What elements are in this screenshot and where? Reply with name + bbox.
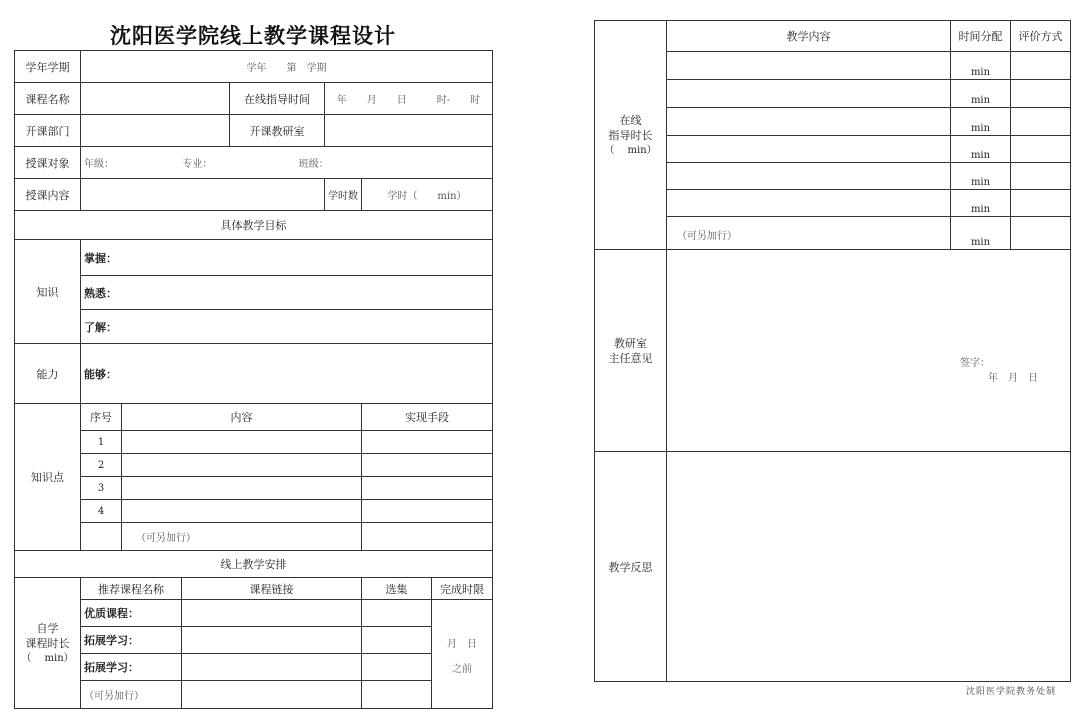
self-study-extra-select[interactable] xyxy=(362,681,432,709)
online-header: 线上教学安排 xyxy=(15,551,493,578)
online-guide-label-line3: （ min） xyxy=(604,144,657,156)
self-study-extra-link[interactable] xyxy=(182,681,362,709)
self-study-label-line3: （ min） xyxy=(21,652,74,664)
ability-row xyxy=(15,344,493,404)
self-study-row-link[interactable] xyxy=(182,600,362,627)
points-extra-no xyxy=(81,523,122,551)
guide-row-minutes[interactable]: min xyxy=(951,80,1011,108)
guide-extra-minutes[interactable]: min xyxy=(951,217,1011,250)
dept-label: 开课部门 xyxy=(15,115,81,147)
goals-header-row xyxy=(15,211,493,240)
self-study-extra-row xyxy=(15,681,493,709)
guide-row-content[interactable] xyxy=(667,190,951,217)
dept-field[interactable] xyxy=(81,115,230,147)
self-study-row-link[interactable] xyxy=(182,654,362,681)
col-course-link: 课程链接 xyxy=(182,578,362,600)
footer-issuer: 沈阳医学院教务处制 xyxy=(966,687,1057,697)
guide-row-minutes[interactable]: min xyxy=(951,190,1011,217)
guide-row-content[interactable] xyxy=(667,80,951,108)
points-row xyxy=(15,454,493,477)
self-study-row xyxy=(15,627,493,654)
guide-row xyxy=(595,136,1071,163)
director-label xyxy=(595,250,667,452)
guide-row-content[interactable] xyxy=(667,52,951,80)
target-field[interactable] xyxy=(81,147,493,179)
reflection-label: 教学反思 xyxy=(595,452,667,682)
points-row xyxy=(15,500,493,523)
guide-header-row xyxy=(595,21,1071,52)
understand-field[interactable] xyxy=(81,310,493,344)
online-header-row xyxy=(15,551,493,578)
points-row-content[interactable] xyxy=(122,454,362,477)
col-deadline: 完成时限 xyxy=(432,578,493,600)
office-field[interactable] xyxy=(325,115,493,147)
reflection-row xyxy=(595,452,1071,682)
knowledge-familiar-row xyxy=(15,276,493,310)
ability-field[interactable] xyxy=(81,344,493,404)
col-teaching-content: 教学内容 xyxy=(667,21,951,52)
deadline-line1: 月 日 xyxy=(447,639,477,650)
guide-row-minutes[interactable]: min xyxy=(951,52,1011,80)
points-row-method[interactable] xyxy=(362,500,493,523)
content-row xyxy=(15,179,493,211)
guide-row-content[interactable] xyxy=(667,163,951,190)
master-label: 掌握： xyxy=(84,251,117,265)
points-label: 知识点 xyxy=(15,404,81,551)
self-study-row-select[interactable] xyxy=(362,600,432,627)
guide-row xyxy=(595,108,1071,136)
self-study-row xyxy=(15,600,493,627)
course-design-table-right xyxy=(594,20,1071,682)
guide-row xyxy=(595,52,1071,80)
guide-row-eval[interactable] xyxy=(1011,52,1071,80)
familiar-label: 熟悉： xyxy=(84,286,117,300)
document-title: 沈阳医学院线上教学课程设计 xyxy=(110,24,396,48)
hours-value[interactable]: 学时（ min） xyxy=(362,179,493,211)
self-study-row-select[interactable] xyxy=(362,654,432,681)
term-label: 学年学期 xyxy=(15,51,81,83)
guide-row-eval[interactable] xyxy=(1011,108,1071,136)
points-col-method: 实现手段 xyxy=(362,404,493,431)
office-label: 开课教研室 xyxy=(230,115,325,147)
ability-label: 能力 xyxy=(15,344,81,404)
content-label: 授课内容 xyxy=(15,179,81,211)
online-guide-label-line1: 在线 xyxy=(619,113,642,127)
self-study-label-line2: 课程时长 xyxy=(25,636,70,650)
major-label: 专业： xyxy=(182,159,213,170)
director-label-line1: 教研室 xyxy=(614,336,647,350)
self-study-row-link[interactable] xyxy=(182,627,362,654)
col-recommended-course: 推荐课程名称 xyxy=(81,578,182,600)
target-row xyxy=(15,147,493,179)
points-row-method[interactable] xyxy=(362,454,493,477)
term-row xyxy=(15,51,493,83)
hours-label: 学时数 xyxy=(325,179,362,211)
online-guide-label-line2: 指导时长 xyxy=(608,128,653,142)
points-row-content[interactable] xyxy=(122,431,362,454)
online-guide-label xyxy=(595,21,667,250)
points-row-no: 3 xyxy=(81,477,122,500)
goals-header: 具体教学目标 xyxy=(15,211,493,240)
guide-row-content[interactable] xyxy=(667,136,951,163)
deadline-cell[interactable] xyxy=(432,600,493,709)
director-row xyxy=(595,250,1071,452)
grade-label: 年级： xyxy=(84,159,114,170)
familiar-field[interactable] xyxy=(81,276,493,310)
deadline-line2: 之前 xyxy=(452,664,472,675)
dept-row xyxy=(15,115,493,147)
guide-row xyxy=(595,163,1071,190)
guide-row-minutes[interactable]: min xyxy=(951,163,1011,190)
points-row-content[interactable] xyxy=(122,500,362,523)
guide-time-label: 在线指导时间 xyxy=(230,83,325,115)
course-name-label: 课程名称 xyxy=(15,83,81,115)
knowledge-master-row xyxy=(15,240,493,276)
points-col-no: 序号 xyxy=(81,404,122,431)
self-study-row-label: 拓展学习： xyxy=(81,627,182,654)
self-study-row-select[interactable] xyxy=(362,627,432,654)
points-row-method[interactable] xyxy=(362,431,493,454)
term-value[interactable]: 学年 第 学期 xyxy=(81,51,493,83)
knowledge-understand-row xyxy=(15,310,493,344)
master-field[interactable] xyxy=(81,240,493,276)
points-row-no: 1 xyxy=(81,431,122,454)
director-date: 年 月 日 xyxy=(988,373,1038,384)
guide-row-minutes[interactable]: min xyxy=(951,136,1011,163)
points-row-no: 2 xyxy=(81,454,122,477)
guide-row-eval[interactable] xyxy=(1011,190,1071,217)
col-select: 选集 xyxy=(362,578,432,600)
col-evaluation: 评价方式 xyxy=(1011,21,1071,52)
points-row-method[interactable] xyxy=(362,477,493,500)
guide-row-eval[interactable] xyxy=(1011,163,1071,190)
col-time-allocation: 时间分配 xyxy=(951,21,1011,52)
course-name-field[interactable] xyxy=(81,83,230,115)
knowledge-label: 知识 xyxy=(15,240,81,344)
guide-row-eval[interactable] xyxy=(1011,80,1071,108)
content-field[interactable] xyxy=(81,179,325,211)
course-name-row xyxy=(15,83,493,115)
self-study-extra-note: （可另加行） xyxy=(81,681,182,709)
guide-row xyxy=(595,190,1071,217)
director-sign-label: 签字： xyxy=(960,358,990,369)
guide-row-content[interactable] xyxy=(667,108,951,136)
self-study-row-label: 优质课程： xyxy=(81,600,182,627)
guide-extra-eval[interactable] xyxy=(1011,217,1071,250)
guide-row-minutes[interactable]: min xyxy=(951,108,1011,136)
class-label: 班级： xyxy=(298,159,329,170)
points-row xyxy=(15,477,493,500)
self-study-row-label: 拓展学习： xyxy=(81,654,182,681)
director-opinion-field[interactable] xyxy=(667,250,1071,452)
guide-row xyxy=(595,80,1071,108)
points-col-content: 内容 xyxy=(122,404,362,431)
understand-label: 了解： xyxy=(84,320,117,334)
guide-time-value[interactable]: 年 月 日 时- 时 xyxy=(325,83,493,115)
course-design-table-left xyxy=(14,50,493,709)
points-extra-method[interactable] xyxy=(362,523,493,551)
guide-extra-note: （可另加行） xyxy=(667,217,951,250)
points-row xyxy=(15,431,493,454)
guide-row-eval[interactable] xyxy=(1011,136,1071,163)
self-study-header-row xyxy=(15,578,493,600)
points-header-row xyxy=(15,404,493,431)
points-extra-row xyxy=(15,523,493,551)
director-label-line2: 主任意见 xyxy=(608,351,653,365)
self-study-label xyxy=(15,578,81,709)
reflection-field[interactable] xyxy=(667,452,1071,682)
self-study-row xyxy=(15,654,493,681)
able-label: 能够： xyxy=(84,367,117,381)
guide-extra-row xyxy=(595,217,1071,250)
points-row-no: 4 xyxy=(81,500,122,523)
points-extra-note: （可另加行） xyxy=(122,523,362,551)
target-label: 授课对象 xyxy=(15,147,81,179)
self-study-label-line1: 自学 xyxy=(36,621,59,635)
points-row-content[interactable] xyxy=(122,477,362,500)
